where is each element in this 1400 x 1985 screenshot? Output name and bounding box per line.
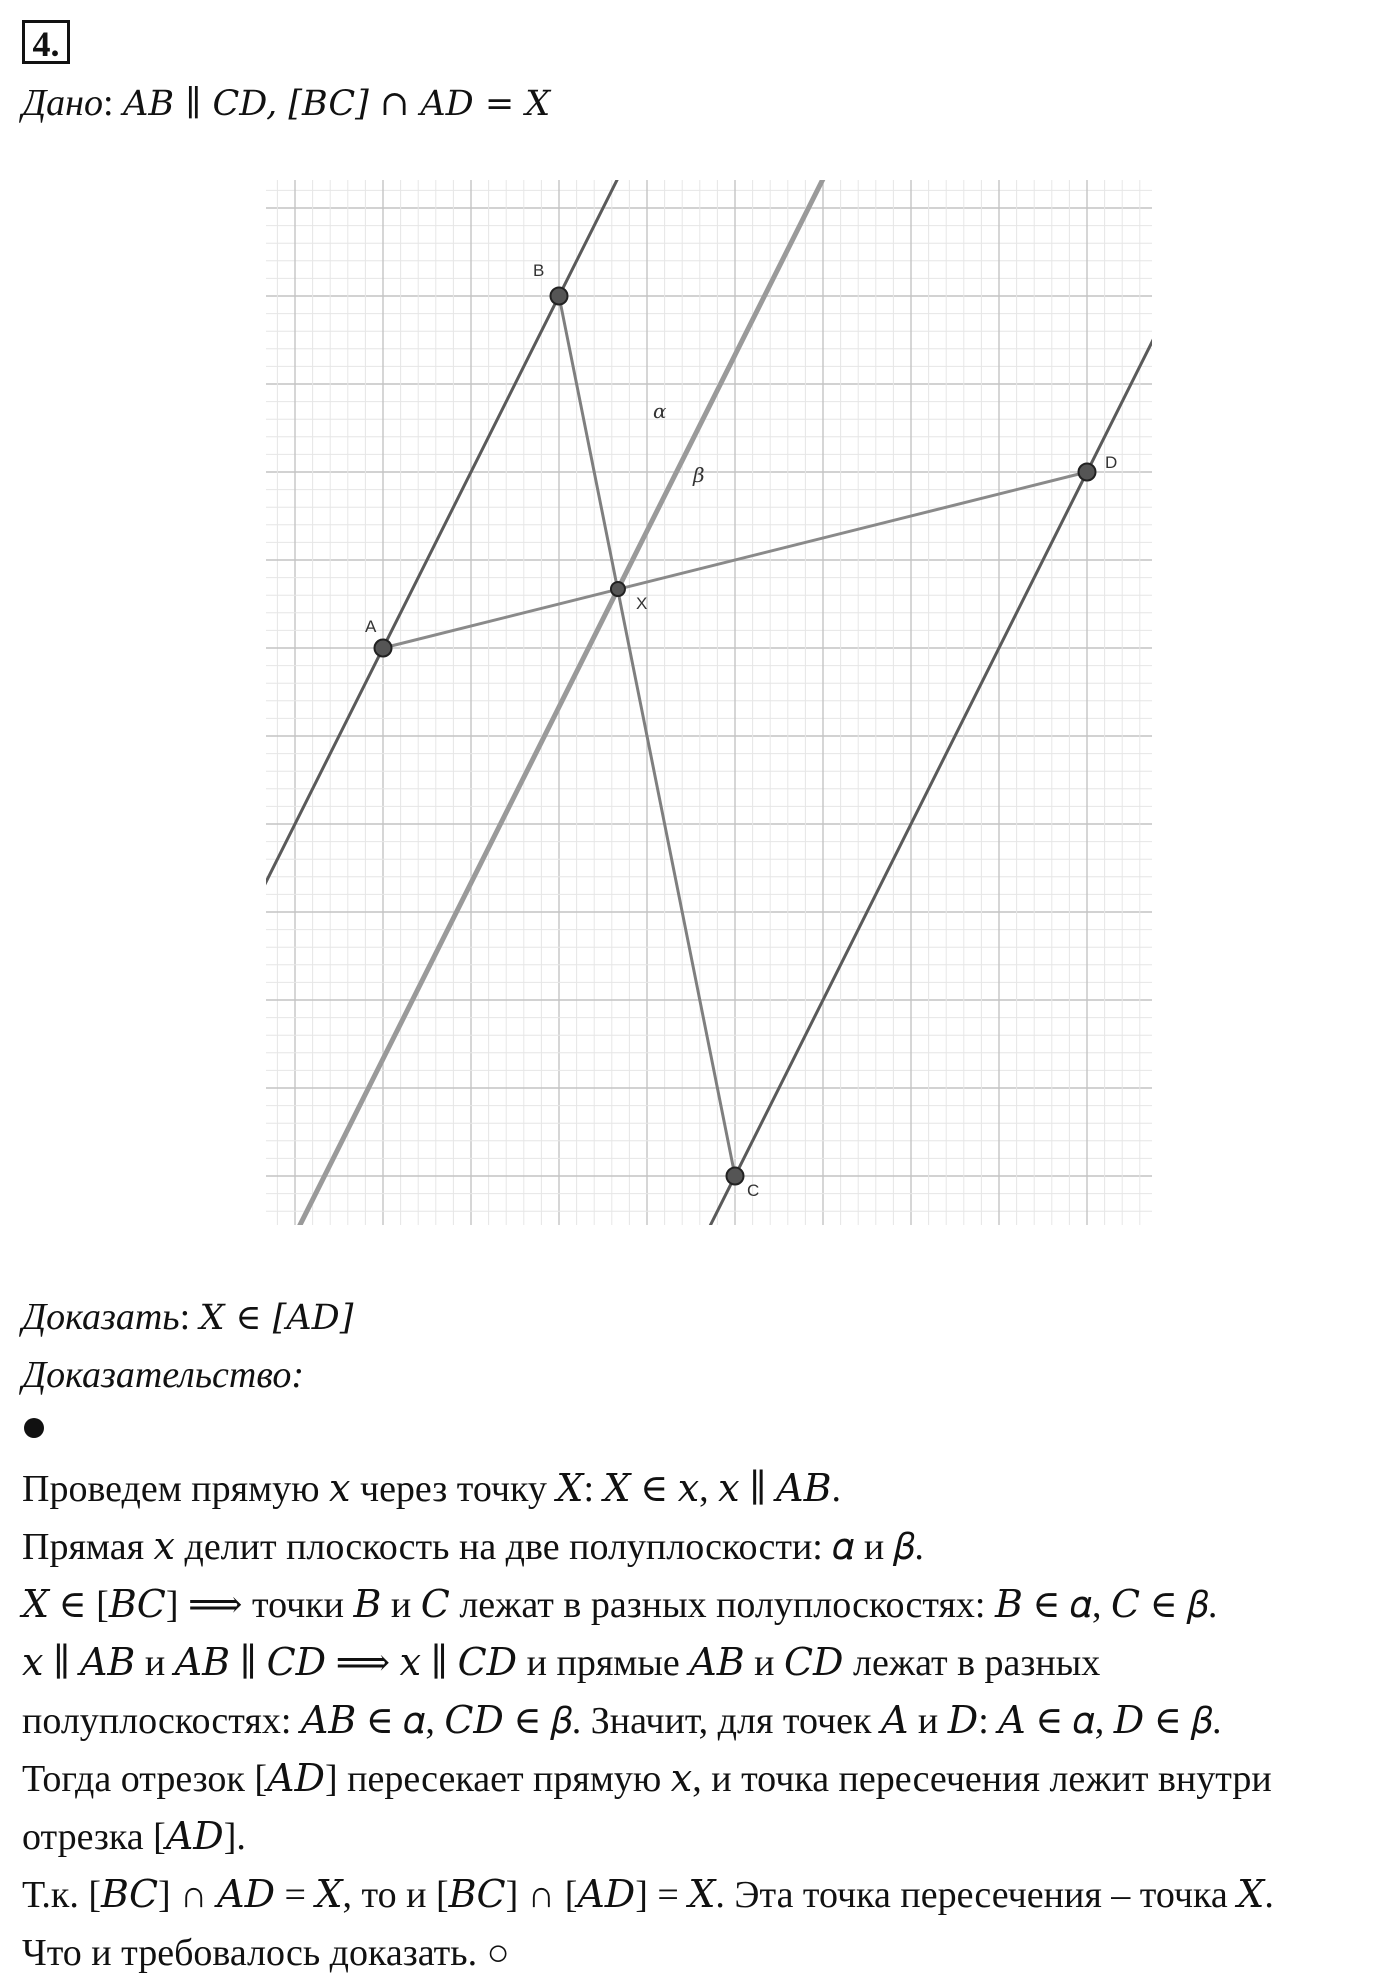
proof-line-9: Что и требовалось доказать. ○ [22, 1932, 510, 1974]
point-b [551, 288, 568, 305]
geometry-figure [266, 180, 1152, 1225]
proof-line-5: полуплоскостях: 𝐴𝐵 ∈ 𝛼, 𝐶𝐷 ∈ 𝛽. Значит, для точек 𝐴 и 𝐷: 𝐴 ∈ 𝛼, 𝐷 ∈ 𝛽. [22, 1700, 1222, 1742]
point-label-b: B [533, 261, 545, 280]
proof-line-1: Проведем прямую 𝑥 через точку 𝑋: 𝑋 ∈ 𝑥, 𝑥 ∥ 𝐴𝐵. [22, 1468, 842, 1510]
given-separator: : [103, 82, 124, 124]
point-a [375, 640, 392, 657]
proof-line-8: Т.к. [𝐵𝐶] ∩ 𝐴𝐷 = 𝑋, то и [𝐵𝐶] ∩ [𝐴𝐷] = 𝑋. Эта точка пересечения – точка 𝑋. [22, 1874, 1274, 1916]
point-d [1079, 464, 1096, 481]
proof-line-2: Прямая 𝑥 делит плоскость на две полуплоскости: 𝛼 и 𝛽. [22, 1526, 924, 1568]
bullet-icon [24, 1418, 44, 1438]
given-label: Дано [22, 82, 104, 124]
proof-line-3: 𝑋 ∈ [𝐵𝐶] ⟹ точки 𝐵 и 𝐶 лежат в разных полуплоскостях: 𝐵 ∈ 𝛼, 𝐶 ∈ 𝛽. [22, 1584, 1218, 1626]
point-label-x: X [635, 594, 648, 614]
problem-number: 4. [22, 20, 70, 64]
prove-math: X ∈ [AD] [199, 1298, 354, 1338]
line-ab [266, 180, 1152, 1225]
proof-line-7: отрезка [𝐴𝐷]. [22, 1816, 246, 1858]
point-label-c: C [747, 1181, 760, 1200]
line-x [266, 180, 1152, 1225]
line-cd [266, 180, 1152, 1225]
prove-label: Доказать [22, 1296, 180, 1338]
beta-label: β [693, 463, 705, 487]
given-line [22, 80, 550, 127]
figure-lines [266, 180, 1152, 1225]
grid [266, 180, 1152, 1225]
given-math: AB ∥ CD, [BC] ∩ AD = X [123, 84, 551, 124]
point-label-a: A [365, 617, 377, 636]
prove-line [22, 1294, 353, 1341]
proof-line-6: Тогда отрезок [𝐴𝐷] пересекает прямую 𝑥, и точка пересечения лежит внутри [22, 1758, 1272, 1800]
point-label-d: D [1105, 453, 1118, 472]
proof-heading: Доказательство: [22, 1354, 305, 1396]
alpha-label: α [653, 399, 667, 423]
proof-line-4: 𝑥 ∥ 𝐴𝐵 и 𝐴𝐵 ∥ 𝐶𝐷 ⟹ 𝑥 ∥ 𝐶𝐷 и прямые 𝐴𝐵 и 𝐶𝐷 лежат в разных [22, 1642, 1101, 1684]
point-x [611, 582, 625, 596]
point-c [727, 1168, 744, 1185]
prove-separator: : [179, 1296, 200, 1338]
